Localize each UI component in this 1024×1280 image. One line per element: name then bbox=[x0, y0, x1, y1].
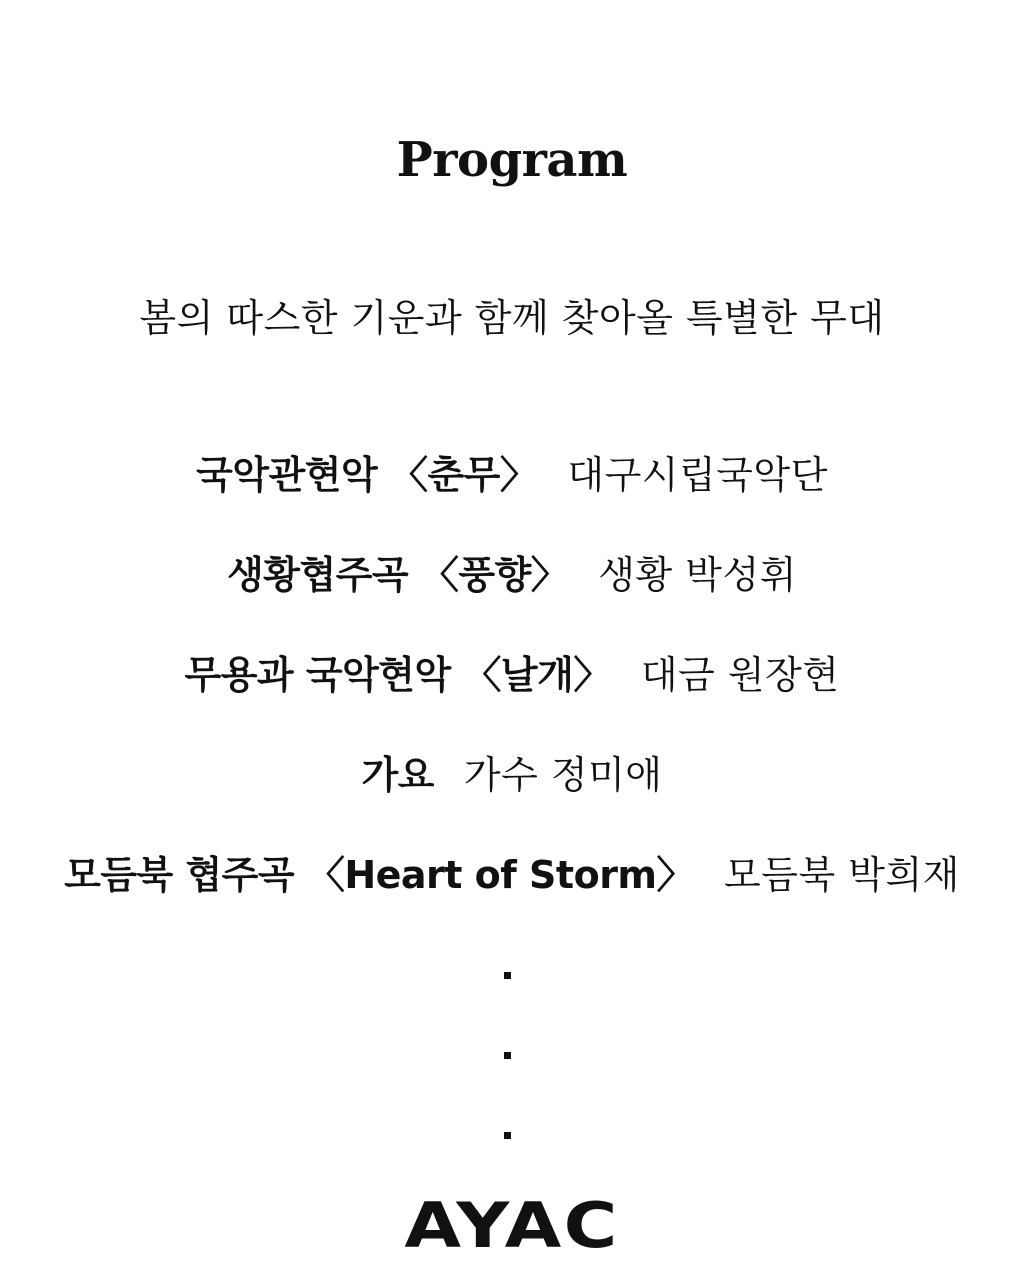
program-item bbox=[0, 544, 1024, 644]
program-piece: 모듬북 협주곡 〈Heart of Storm〉 bbox=[64, 853, 695, 897]
dot-icon bbox=[504, 972, 511, 979]
ayac-logo: AYAC bbox=[404, 1189, 620, 1262]
program-piece: 국악관현악 〈춘무〉 bbox=[196, 453, 538, 497]
page-title: Program bbox=[396, 132, 628, 188]
program-piece: 생황협주곡 〈풍향〉 bbox=[227, 553, 569, 597]
program-item bbox=[0, 744, 1024, 844]
program-item bbox=[0, 644, 1024, 744]
dot-icon bbox=[504, 1052, 511, 1059]
program-list bbox=[0, 444, 1024, 944]
program-piece: 가요 bbox=[361, 753, 434, 797]
program-piece: 무용과 국악현악 〈날개〉 bbox=[184, 653, 611, 697]
program-performer: 대구시립국악단 bbox=[567, 453, 828, 497]
program-performer: 가수 정미애 bbox=[463, 753, 663, 797]
program-item bbox=[0, 844, 1024, 944]
program-performer: 대금 원장현 bbox=[640, 653, 840, 697]
page-subtitle: 봄의 따스한 기운과 함께 찾아올 특별한 무대 bbox=[139, 296, 885, 340]
program-performer: 생황 박성휘 bbox=[598, 553, 797, 597]
program-item bbox=[0, 444, 1024, 544]
dot-icon bbox=[504, 1132, 511, 1139]
program-performer: 모듬북 박희재 bbox=[724, 853, 960, 897]
